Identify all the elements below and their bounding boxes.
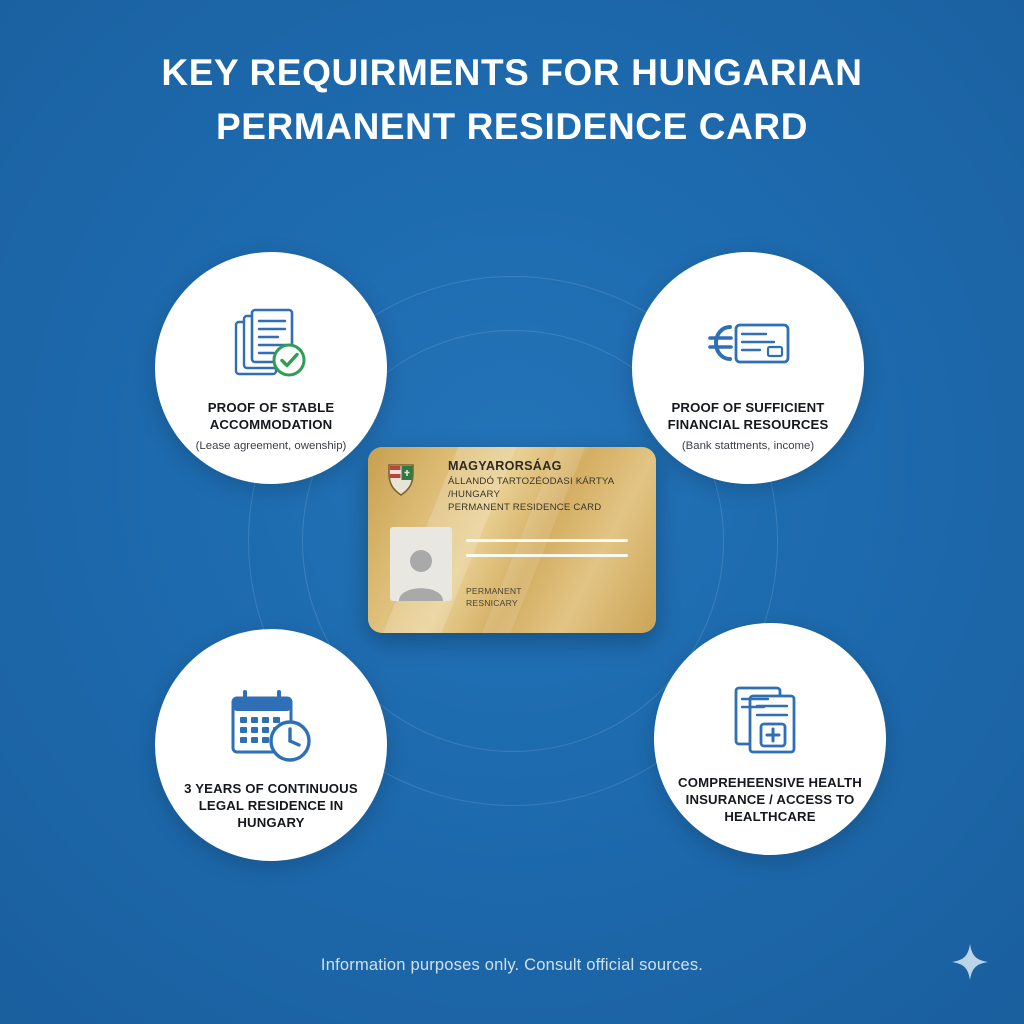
medical-documents-icon [724,679,816,763]
page-title-line-1: KEY REQUIRMENTS FOR HUNGARIAN [161,52,863,93]
requirement-residence [155,629,387,861]
footer-disclaimer: Information purposes only. Consult official sources. [320,956,704,974]
euro-bank-card-icon [702,304,794,388]
person-avatar-icon [390,527,452,601]
card-footer-line-1: PERMANENT [466,586,522,596]
card-data-line-2 [466,554,628,557]
card-country-en: /HUNGARY [448,488,501,500]
calendar-clock-icon [225,685,317,769]
requirement-health [654,623,886,855]
requirement-residence-title: 3 YEARS OF CONTINUOUS LEGAL RESIDENCE IN HUNGARY [184,781,358,830]
card-heading-block [448,459,644,515]
card-type-en: PERMANENT RESIDENCE CARD [448,501,602,513]
requirement-finance-title: PROOF OF SUFFICIENT FINANCIAL RESOURCES [667,400,829,432]
hungary-coat-of-arms-icon [386,461,416,497]
card-footer-line-2: RESNICARY [466,598,518,609]
card-data-line-1 [466,539,628,542]
sparkle-icon [948,940,992,984]
card-footer-block [466,585,522,610]
permanent-residence-card [368,447,656,633]
requirement-accommodation-title: PROOF OF STABLE ACCOMMODATION [207,400,335,432]
card-type-hu: ÁLLANDÓ TARTOZÉODASI KÁRTYA [448,476,615,487]
card-country: MAGYARORSÁAG [448,459,562,473]
requirement-accommodation [155,252,387,484]
requirement-health-title: COMPREHEENSIVE HEALTH INSURANCE / ACCESS TO HEALTHCARE [678,775,862,824]
card-data-lines [466,539,628,569]
requirement-finance [632,252,864,484]
documents-check-icon [225,304,317,388]
requirement-finance-subtitle: (Bank stattments, income) [681,439,815,452]
requirement-accommodation-subtitle: (Lease agreement, owenship) [195,439,347,452]
page-title-line-2: PERMANENT RESIDENCE CARD [215,105,809,147]
page-title [0,46,1024,153]
